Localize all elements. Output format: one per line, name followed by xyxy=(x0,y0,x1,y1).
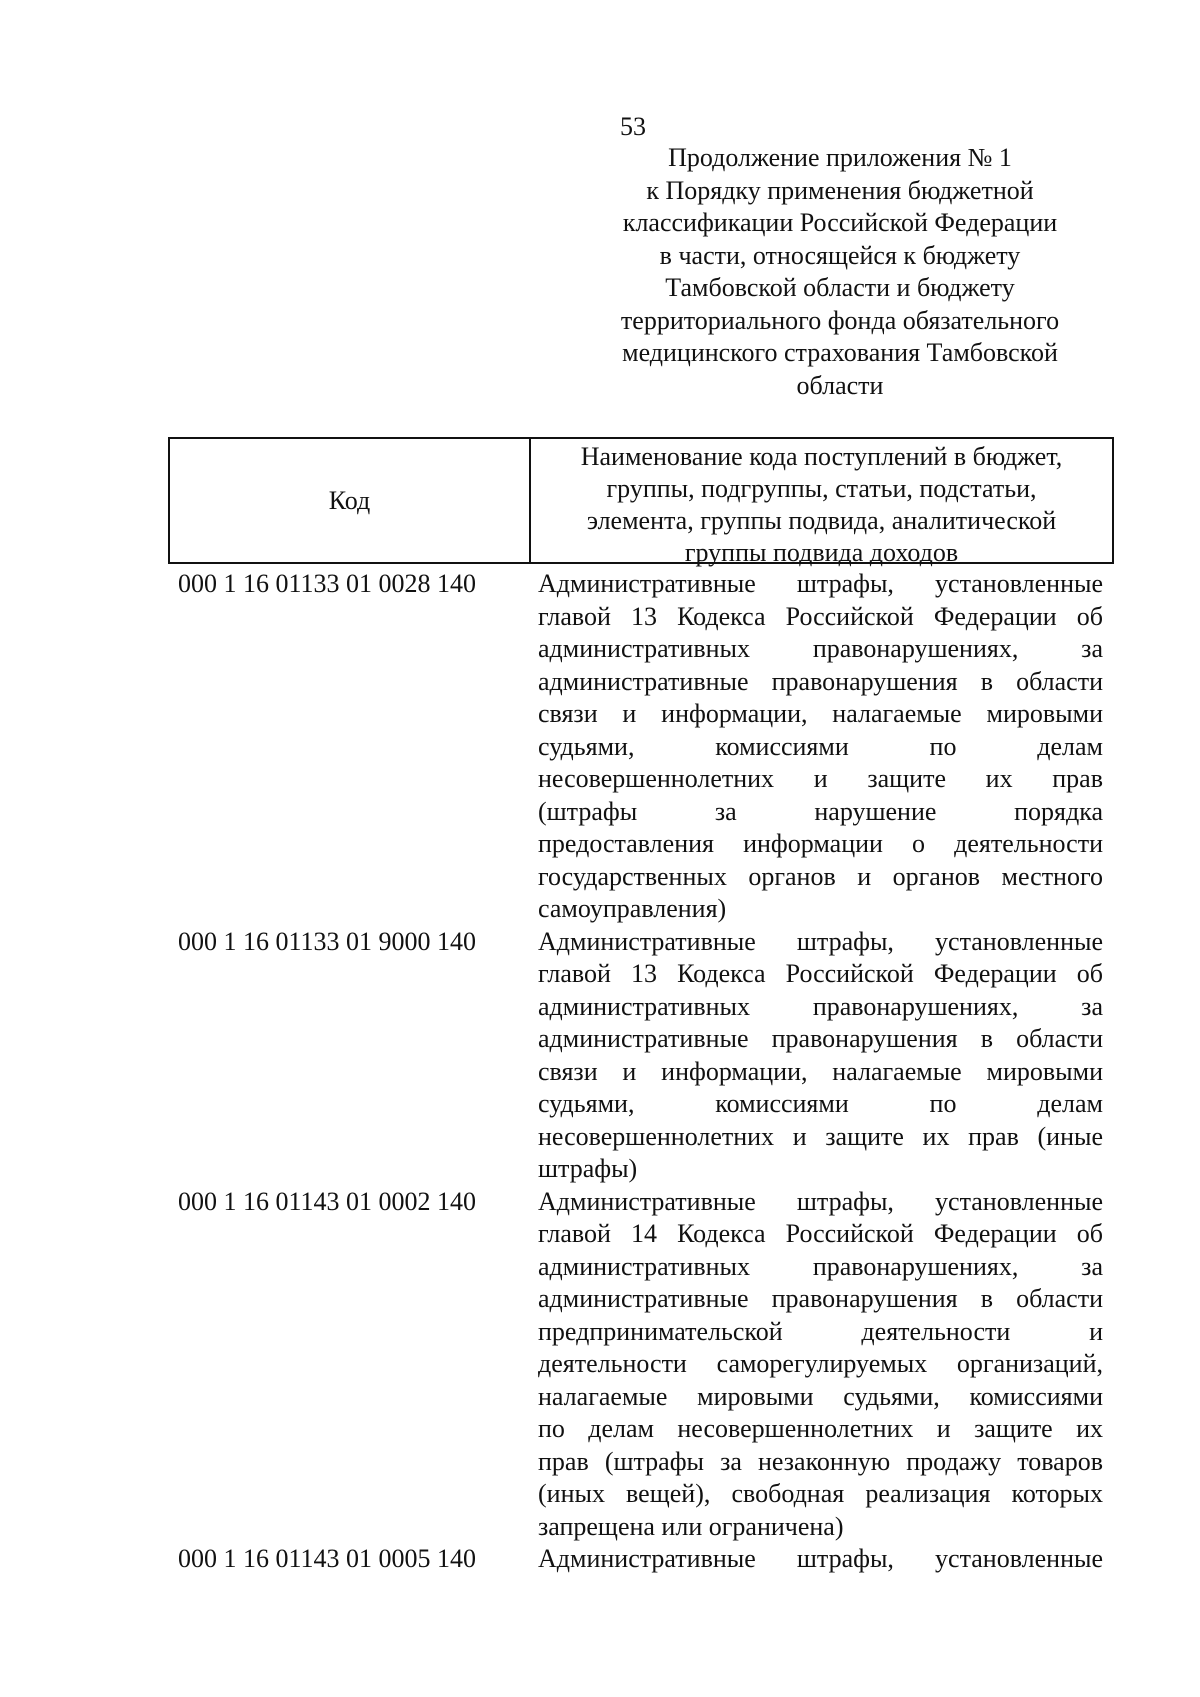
appendix-header xyxy=(600,142,1080,402)
table-body xyxy=(168,568,1114,1576)
description-line: Административные штрафы, установленные xyxy=(538,1544,1103,1573)
description-line: предпринимательской деятельности и xyxy=(538,1316,1103,1346)
description-line: административных правонарушениях, за xyxy=(538,991,1103,1021)
revenue-code: 000 1 16 01133 01 0028 140 xyxy=(178,569,477,598)
description-line: государственных органов и органов местного xyxy=(538,861,1103,891)
page-number: 53 xyxy=(620,112,646,141)
description-line: по делам несовершеннолетних и защите их xyxy=(538,1414,1103,1443)
description-line: административные правонарушения в области xyxy=(538,1024,1103,1053)
revenue-description xyxy=(538,568,1103,926)
header-line: в части, относящейся к бюджету xyxy=(659,240,1021,270)
description-line: главой 13 Кодекса Российской Федерации об xyxy=(538,601,1103,631)
revenue-code: 000 1 16 01143 01 0002 140 xyxy=(178,1186,477,1216)
description-line: судьями, комиссиями по делам xyxy=(538,1089,1103,1118)
description-line: штрафы) xyxy=(538,1154,638,1183)
header-line: Продолжение приложения № 1 xyxy=(668,143,1012,172)
description-line: запрещена или ограничена) xyxy=(538,1511,844,1541)
header-line: классификации Российской Федерации xyxy=(622,208,1058,237)
name-column-header xyxy=(531,439,1112,567)
name-header-line: группы, подгруппы, статьи, подстатьи, xyxy=(606,474,1037,503)
description-line: главой 13 Кодекса Российской Федерации об xyxy=(538,959,1103,988)
table-row xyxy=(168,926,1114,1186)
description-line: самоуправления) xyxy=(538,894,727,923)
header-line: территориального фонда обязательного xyxy=(620,305,1060,335)
description-line: налагаемые мировыми судьями, комиссиями xyxy=(538,1381,1103,1411)
table-row xyxy=(168,1543,1114,1576)
description-line: административные правонарушения в области xyxy=(538,1284,1103,1313)
revenue-description xyxy=(538,1186,1103,1544)
description-line: главой 14 Кодекса Российской Федерации об xyxy=(538,1219,1103,1248)
name-header-line: элемента, группы подвида, аналитической xyxy=(586,506,1057,535)
description-line: связи и информации, налагаемые мировыми xyxy=(538,699,1103,728)
table-row xyxy=(168,1186,1114,1544)
description-line: несовершеннолетних и защите их прав xyxy=(538,764,1103,793)
description-line: связи и информации, налагаемые мировыми xyxy=(538,1056,1103,1086)
description-line: прав (штрафы за незаконную продажу товаров xyxy=(538,1446,1103,1476)
revenue-code: 000 1 16 01143 01 0005 140 xyxy=(178,1544,477,1573)
description-line: Административные штрафы, установленные xyxy=(538,569,1103,598)
revenue-description xyxy=(538,1543,1103,1576)
table-row xyxy=(168,568,1114,926)
description-line: деятельности саморегулируемых организаций, xyxy=(538,1349,1103,1378)
revenue-code: 000 1 16 01133 01 9000 140 xyxy=(178,926,477,956)
description-line: административные правонарушения в области xyxy=(538,666,1103,696)
header-line: медицинского страхования Тамбовской xyxy=(622,338,1058,367)
name-header-line: Наименование кода поступлений в бюджет, xyxy=(580,442,1063,471)
description-line: предоставления информации о деятельности xyxy=(538,829,1103,858)
description-line: (штрафы за нарушение порядка xyxy=(538,796,1103,826)
header-line: к Порядку применения бюджетной xyxy=(646,175,1034,205)
description-line: судьями, комиссиями по делам xyxy=(538,731,1103,761)
table-header xyxy=(168,437,1114,567)
revenue-description xyxy=(538,926,1103,1186)
description-line: Административные штрафы, установленные xyxy=(538,926,1103,956)
name-header-line: группы подвида доходов xyxy=(684,538,959,567)
description-line: (иных вещей), свободная реализация которых xyxy=(538,1479,1103,1508)
code-column-header: Код xyxy=(170,439,531,562)
description-line: административных правонарушениях, за xyxy=(538,634,1103,663)
header-line: области xyxy=(796,370,884,400)
header-line: Тамбовской области и бюджету xyxy=(665,273,1015,302)
description-line: административных правонарушениях, за xyxy=(538,1251,1103,1281)
description-line: несовершеннолетних и защите их прав (иные xyxy=(538,1121,1103,1151)
description-line: Административные штрафы, установленные xyxy=(538,1186,1103,1216)
